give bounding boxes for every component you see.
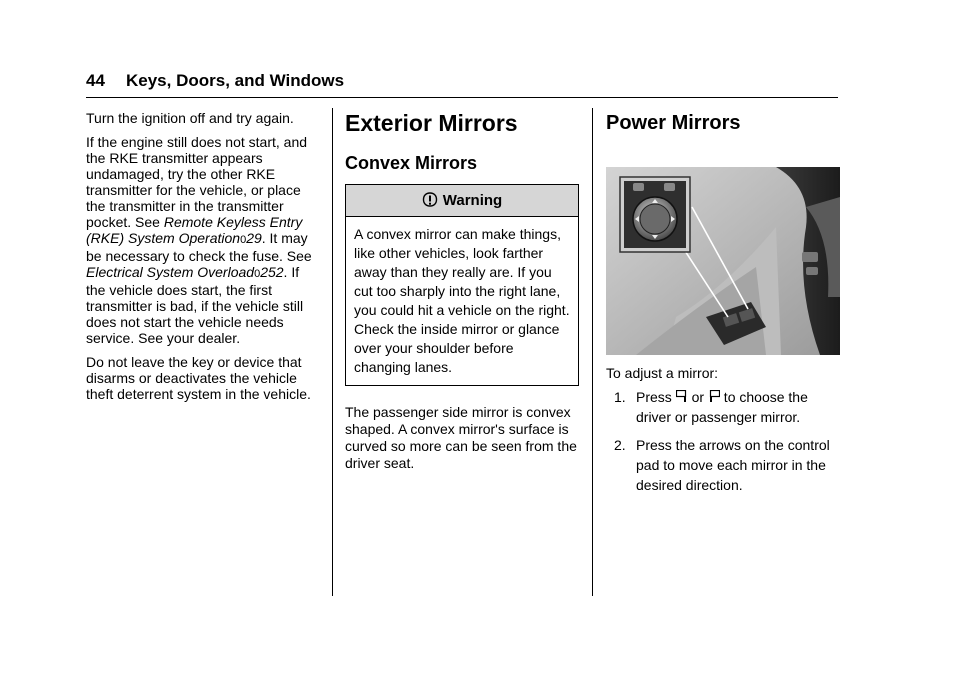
column-3 — [606, 110, 840, 503]
column-divider-1 — [332, 108, 333, 596]
mirror-right-icon — [708, 390, 720, 403]
chapter-title: Keys, Doors, and Windows — [126, 71, 345, 90]
section-heading: Exterior Mirrors — [345, 110, 518, 136]
warning-title: Warning — [442, 191, 503, 209]
mirror-left-icon — [676, 390, 688, 403]
page-ref-29[interactable]: 29 — [246, 230, 262, 246]
link-electrical-overload[interactable]: Electrical System Overload — [86, 264, 255, 280]
warning-box — [345, 184, 579, 386]
subsection-heading: Convex Mirrors — [345, 153, 478, 173]
warning-text: A convex mirror can make things, like other vehicles, look farther away than they really are. If you cut too sharply into the right lane, you could hit a vehicle on the right. Check the inside mirror or glance over your shoulder before changing lanes. — [354, 226, 570, 375]
step-2: 2. Press the arrows on the control pad to move each mirror in the desired direction. — [614, 437, 830, 493]
page-header — [86, 70, 838, 92]
warning-exclamation-icon — [422, 192, 438, 210]
column-1 — [86, 110, 322, 410]
paragraph-key-warning: Do not leave the key or device that disarms or deactivates the vehicle theft deterrent system in the vehicle. — [86, 354, 311, 402]
page-ref-252[interactable]: 252 — [260, 264, 284, 280]
intro-text: To adjust a mirror: — [606, 365, 719, 381]
paragraph-convex: The passenger side mirror is convex shaped. A convex mirror's surface is curved so more can be seen from the driver seat. — [345, 404, 577, 471]
column-divider-2 — [592, 108, 593, 596]
mirror-control-photo — [606, 167, 840, 355]
page-number: 44 — [86, 71, 105, 90]
page-ref-icon: 0 — [254, 268, 261, 280]
warning-header — [346, 185, 578, 217]
steps-list — [606, 387, 840, 495]
page-ref-icon: 0 — [240, 234, 247, 246]
step-1: 1. Press or to choose the driver or passenger mirror. — [614, 389, 808, 425]
paragraph-ignition: Turn the ignition off and try again. — [86, 110, 294, 126]
paragraph-rke: If the engine still does not start, and the RKE transmitter appears undamaged, try the other RKE transmitter for the vehicle, or place the transmitter in the transmitter pocket. See Remote Keyless Entry (RKE) System Operation029. It may be necessary to check the fuse. See Electrical System Overload0252. If the vehicle does start, the first transmitter is bad, if the vehicle still does not start the vehicle needs service. See your dealer. — [86, 134, 312, 346]
section-heading-power-mirrors: Power Mirrors — [606, 112, 741, 134]
link-rke-operation[interactable]: Remote Keyless Entry (RKE) System Operation — [86, 214, 303, 246]
column-2 — [345, 110, 581, 480]
header-rule — [86, 97, 838, 98]
